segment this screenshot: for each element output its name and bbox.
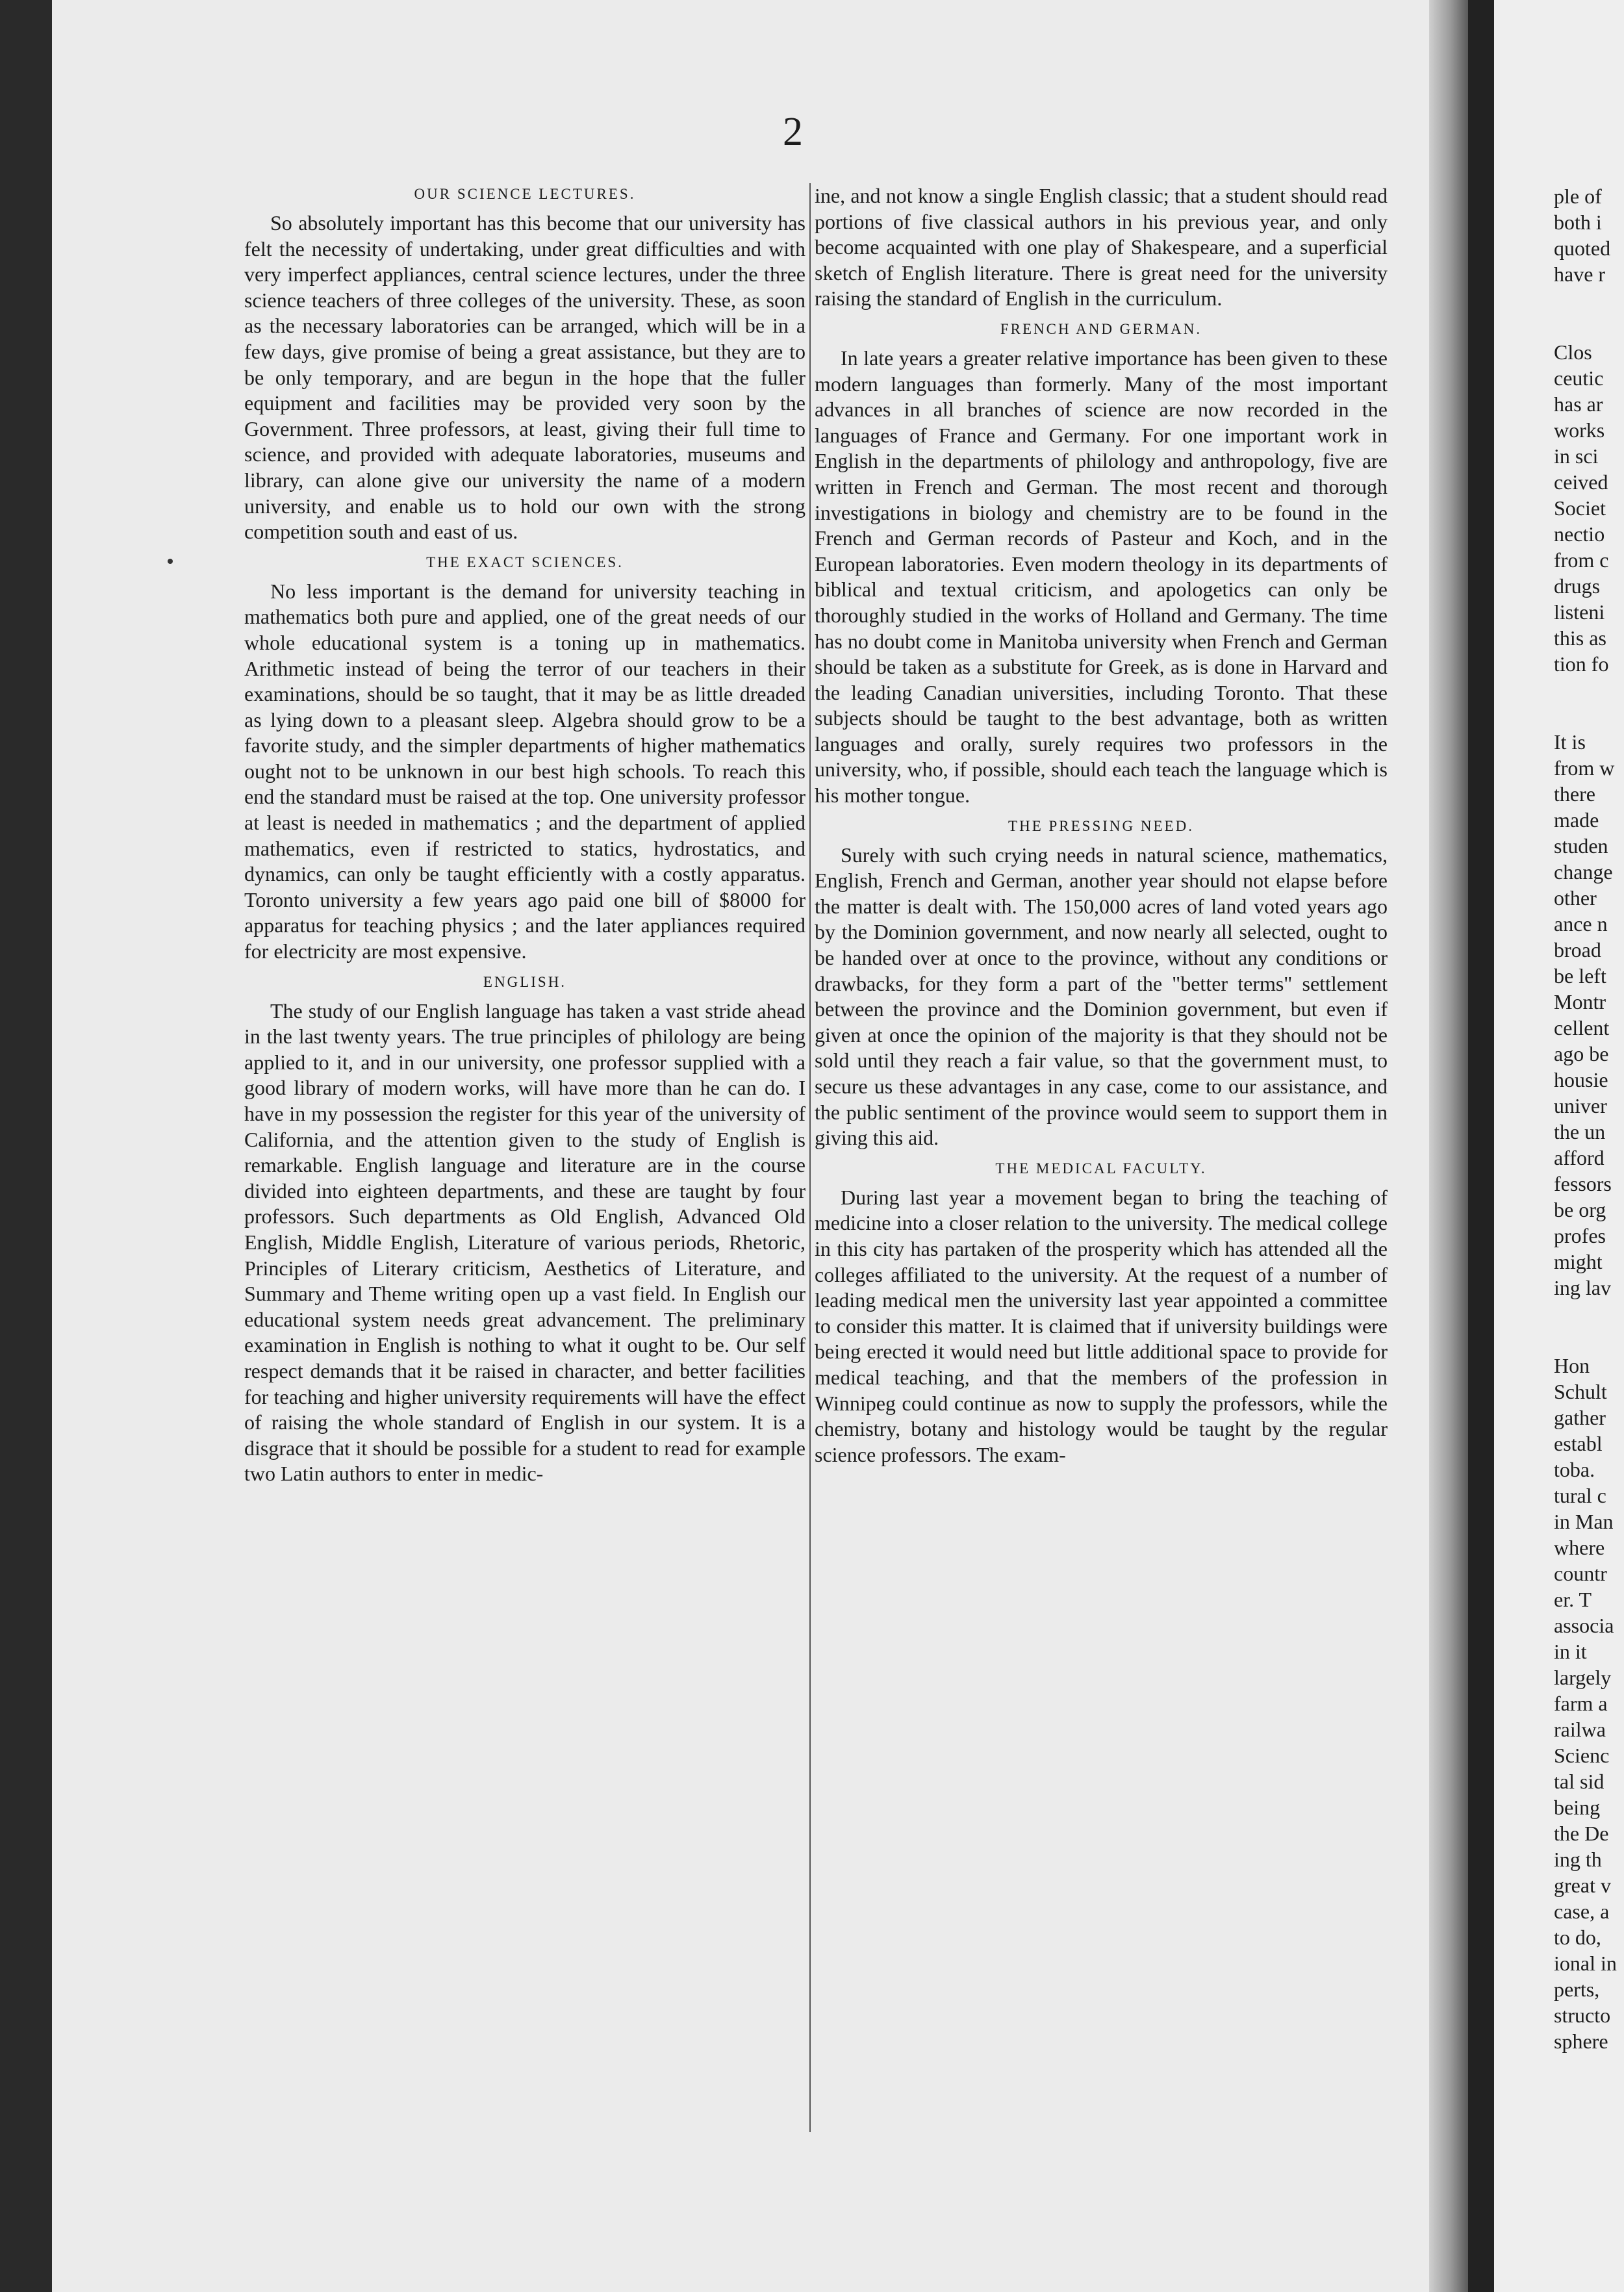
next-page-fragment: Clos bbox=[1554, 340, 1592, 364]
next-page-fragment: where bbox=[1554, 1536, 1605, 1559]
next-page-fragment: toba. bbox=[1554, 1458, 1595, 1481]
next-page-fragment: made bbox=[1554, 808, 1599, 832]
next-page-fragment: ceutic bbox=[1554, 366, 1604, 390]
next-page-fragment: ago be bbox=[1554, 1042, 1609, 1065]
next-page-fragment: has ar bbox=[1554, 392, 1603, 416]
next-page-fragment: housie bbox=[1554, 1068, 1608, 1091]
next-page-edge bbox=[1494, 0, 1624, 2292]
next-page-fragment: ing th bbox=[1554, 1848, 1602, 1871]
next-page-fragment: cellent bbox=[1554, 1016, 1610, 1039]
next-page-fragment: sphere bbox=[1554, 2030, 1608, 2053]
next-page-fragment: establ bbox=[1554, 1432, 1603, 1455]
next-page-fragment: from c bbox=[1554, 548, 1609, 572]
paragraph-english: The study of our English language has taken a vast stride ahead in the last twenty years. The true principles of philology are being applied to it, and in our university, one professor supplied with a good library of modern works, will have more than he can do. I have in my possession the register for this year of the university of California, and the attention given to the study of English is remarkable. English language and literature are in the course divided into eighteen departments, and these are taught by four professors. Such departments as Old English, Advanced Old English, Middle English, Literature of various periods, Rhetoric, Principles of Literary criticism, Aesthetics of Literature, and Summary and Theme writing open up a vast field. In English our educational system needs great advancement. The preliminary examination in English is nothing to what it ought to be. Our self respect demands that it be raised in character, and better facilities for teaching and higher university requirements will have the effect of raising the whole standard of English in our system. It is a disgrace that it should be possible for a student to read for example two Latin authors to enter in medic- bbox=[244, 999, 806, 1486]
next-page-fragment: the De bbox=[1554, 1822, 1609, 1845]
page-fold-shadow bbox=[1429, 0, 1468, 2292]
next-page-fragment: Schult bbox=[1554, 1380, 1607, 1403]
next-page-fragment: univer bbox=[1554, 1094, 1607, 1117]
column-left bbox=[244, 183, 806, 1487]
paragraph-medical-faculty: During last year a movement began to bring the teaching of medicine into a closer relation to the university. The medical college in this city has partaken of the prosperity which has attended all the colleges affiliated to the university. At the request of a number of leading medical men the university last year appointed a committee to consider this matter. It is claimed that if university buildings were being erected it would need but little additional space to provide for medical teaching, and that the members of the profession in Winnipeg could continue as now to supply the professors, while the chemistry, botany and histology would be taught by the regular science professors. The exam- bbox=[815, 1185, 1388, 1466]
heading-english: ENGLISH. bbox=[483, 973, 567, 990]
paragraph-science-lectures: So absolutely important has this become that our university has felt the necessity of undertaking, under great difficulties and with very imperfect appliances, central science lectures, under the three science teachers of three colleges of the university. These, as soon as the necessary laboratories can be arranged, which will be in a few days, give promise of being a great assistance, but they are to be only temporary, and are begun in the hope that the fuller equipment and facilities may be provided very soon by the Government. Three professors, at least, giving their full time to science, and provided with adequate laboratories, museums and library, can alone give our university the name of a modern university, and enable us to hold our own with the strong competition south and east of us. bbox=[244, 211, 806, 544]
next-page-fragment: ing lav bbox=[1554, 1276, 1611, 1299]
next-page-fragment: ance n bbox=[1554, 912, 1608, 936]
next-page-fragment: gather bbox=[1554, 1406, 1606, 1429]
next-page-fragment: might bbox=[1554, 1250, 1603, 1273]
next-page-fragment: fessors bbox=[1554, 1172, 1612, 1195]
paragraph-exact-sciences: No less important is the demand for university teaching in mathematics both pure and applied, one of the great needs of our whole educational system is a toning up in mathematics. Arithmetic instead of being the terror of our teachers in their examinations, should be so taught, that it may be as little dreaded as lying down to a pleasant sleep. Algebra should grow to be a favorite study, and the simpler departments of higher mathematics ought not to be unknown in our best high schools. To reach this end the standard must be raised at the top. One university professor at least is needed in mathematics ; and the department of applied mathematics, even if restricted to statics, hydrostatics, and dynamics, can only be taught efficiently with a costly apparatus. Toronto university a few years ago paid one bill of $8000 for apparatus for teaching physics ; and the later appliances required for electricity are most expensive. bbox=[244, 579, 806, 963]
next-page-fragment: have r bbox=[1554, 262, 1606, 286]
next-page-fragment: change bbox=[1554, 860, 1613, 884]
page-number: 2 bbox=[783, 110, 803, 154]
next-page-fragment: tion fo bbox=[1554, 652, 1609, 676]
margin-speck bbox=[168, 559, 173, 564]
next-page-fragment: being bbox=[1554, 1796, 1601, 1819]
next-page-fragment: there bbox=[1554, 782, 1595, 806]
next-page-fragment: railwa bbox=[1554, 1718, 1606, 1741]
next-page-fragment: profes bbox=[1554, 1224, 1606, 1247]
next-page-fragment: in sci bbox=[1554, 444, 1599, 468]
next-page-fragment: associa bbox=[1554, 1614, 1614, 1637]
paragraph-english-continued: ine, and not know a single English classic; that a student should read portions of five classical authors in his previous year, and only become acquainted with one play of Shakespeare, and a superficial sketch of English literature. There is great need for the university raising the standard of English in the curriculum. bbox=[815, 184, 1388, 311]
next-page-fragment: nectio bbox=[1554, 522, 1605, 546]
next-page-fragment: perts, bbox=[1554, 1978, 1600, 2001]
next-page-fragment: structo bbox=[1554, 2004, 1611, 2027]
heading-science-lectures: OUR SCIENCE LECTURES. bbox=[414, 186, 636, 202]
heading-pressing-need: THE PRESSING NEED. bbox=[1008, 817, 1194, 834]
next-page-fragment: Scienc bbox=[1554, 1744, 1610, 1767]
next-page-fragment: countr bbox=[1554, 1562, 1607, 1585]
next-page-fragment: tal sid bbox=[1554, 1770, 1605, 1793]
next-page-fragment: quoted bbox=[1554, 236, 1611, 260]
heading-exact-sciences: THE EXACT SCIENCES. bbox=[426, 554, 624, 570]
heading-medical-faculty: THE MEDICAL FACULTY. bbox=[995, 1160, 1207, 1177]
next-page-fragment: ional in bbox=[1554, 1952, 1617, 1975]
next-page-fragment: both i bbox=[1554, 210, 1602, 234]
next-page-fragment: this as bbox=[1554, 626, 1606, 650]
next-page-fragment: works bbox=[1554, 418, 1605, 442]
next-page-fragment: afford bbox=[1554, 1146, 1605, 1169]
next-page-fragment: tural c bbox=[1554, 1484, 1606, 1507]
next-page-fragment: Montr bbox=[1554, 990, 1606, 1013]
paragraph-pressing-need: Surely with such crying needs in natural science, mathematics, English, French and German, another year should not elapse before the matter is dealt with. The 150,000 acres of land voted years ago by the Dominion government, and now nearly all selected, ought to be handed over at once to the province, without any conditions or drawbacks, for they form a part of the "better terms" settlement between the province and the Dominion government, but even if given at once the opinion of the majority is that they should not be sold until they reach a fair value, so that the government must, to secure us these advantages in any case, come to our assistance, and the public sentiment of the province would seem to support them in giving this aid. bbox=[815, 843, 1388, 1150]
next-page-fragment: broad bbox=[1554, 938, 1601, 961]
next-page-fragment: farm a bbox=[1554, 1692, 1608, 1715]
column-rule bbox=[809, 183, 811, 2132]
next-page-fragment: case, a bbox=[1554, 1900, 1610, 1923]
next-page-fragment: be left bbox=[1554, 964, 1606, 987]
next-page-fragment: studen bbox=[1554, 834, 1608, 858]
scan-left-border bbox=[0, 0, 52, 2292]
next-page-fragment: listeni bbox=[1554, 600, 1605, 624]
next-page-fragment: other bbox=[1554, 886, 1597, 910]
next-page-fragment: largely bbox=[1554, 1666, 1612, 1689]
next-page-fragment: Societ bbox=[1554, 496, 1606, 520]
page-gap bbox=[1468, 0, 1494, 2292]
column-right bbox=[815, 183, 1388, 1468]
next-page-fragment: Hon bbox=[1554, 1354, 1590, 1377]
next-page-fragment: great v bbox=[1554, 1874, 1611, 1897]
next-page-fragment: ple of bbox=[1554, 185, 1602, 208]
next-page-fragment: the un bbox=[1554, 1120, 1606, 1143]
next-page-fragment: be org bbox=[1554, 1198, 1606, 1221]
heading-french-german: FRENCH AND GERMAN. bbox=[1000, 320, 1202, 337]
next-page-fragment: ceived bbox=[1554, 470, 1608, 494]
next-page-fragment: in Man bbox=[1554, 1510, 1614, 1533]
next-page-fragment: from w bbox=[1554, 756, 1615, 780]
paragraph-french-german: In late years a greater relative importance has been given to these modern languages than formerly. Many of the most important advances in all branches of science are now recorded in the languages of France and Germany. For one important work in English in the departments of philology and anthropology, five are written in French and German. The most recent and thorough investigations in biology and chemistry are to be found in the French and German records of Pasteur and Koch, and in the European laboratories. Even modern theology in its departments of biblical and textual criticism, and apologetics can only be thoroughly studied in the works of Holland and Germany. The time has no doubt come in Manitoba university when French and German should be taken as a substitute for Greek, as is done in Harvard and the leading Canadian universities, including Toronto. That these subjects should be taught to the best advantage, both as written languages and orally, surely requires two professors in the university, who, if possible, should each teach the language which is his mother tongue. bbox=[815, 346, 1388, 808]
next-page-fragment: drugs bbox=[1554, 574, 1601, 598]
next-page-fragment: to do, bbox=[1554, 1926, 1601, 1949]
next-page-fragment: in it bbox=[1554, 1640, 1587, 1663]
next-page-fragment: It is bbox=[1554, 730, 1586, 754]
next-page-fragment: er. T bbox=[1554, 1588, 1592, 1611]
